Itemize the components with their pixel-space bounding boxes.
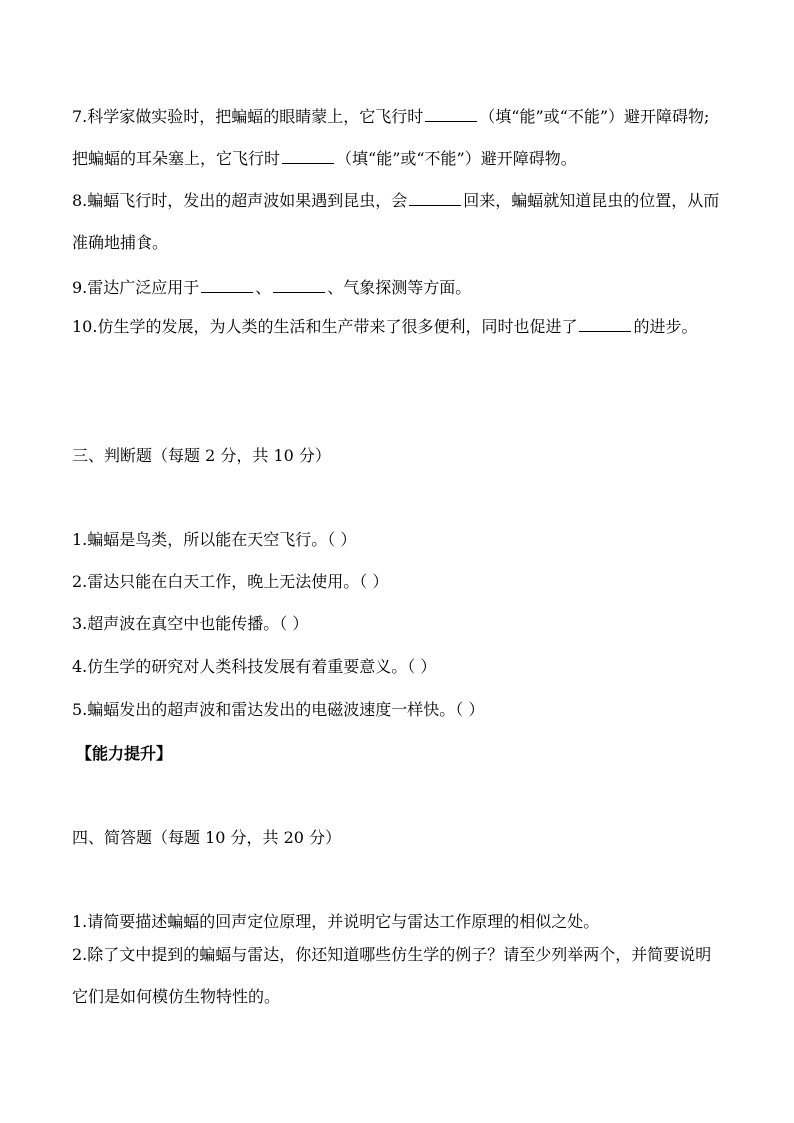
q7-blank-1[interactable] [425,107,477,122]
fill-question-10 [72,306,724,348]
fill-question-7 [72,96,724,180]
short-answer-item-2: 2.除了文中提到的蝙蝠与雷达，你还知道哪些仿生学的例子？请至少列举两个，并简要说明它们是如何模仿生物特性的。 [72,945,712,1006]
q10-blank-1[interactable] [579,317,631,332]
q9-text-1: 9.雷达广泛应用于 [72,278,200,297]
fill-question-9 [72,278,732,298]
ability-heading: 【能力提升】 [76,744,173,763]
q9-separator: 、 [255,278,272,297]
section-4-title: 四、简答题（每题 10 分，共 20 分） [72,828,342,847]
judge-item-3: 3.超声波在真空中也能传播。（ ） [72,614,309,633]
q9-blank-1[interactable] [201,278,253,293]
judge-item-2: 2.雷达只能在白天工作，晚上无法使用。（ ） [72,572,389,591]
q10-text-1: 10.仿生学的发展，为人类的生活和生产带来了很多便利，同时也促进了 [72,317,578,336]
fill-question-8 [72,180,724,264]
q7-text-3: （填“能”或“不能”）避开障碍物。 [336,149,577,168]
q10-text-2: 的进步。 [633,317,698,336]
q7-blank-2[interactable] [282,149,334,164]
q7-text-2: （填“能”或“不能”）避开障碍物; 把蝙蝠的耳朵塞上，它飞行时 [72,107,710,168]
short-answer-item-1: 1.请简要描述蝙蝠的回声定位原理，并说明它与雷达工作原理的相似之处。 [72,912,600,931]
q8-blank-1[interactable] [409,191,461,206]
q8-text-2: 回来，蝙蝠就知道昆虫的位置，从而准确地捕食。 [72,191,720,252]
q7-text-1: 7.科学家做实验时，把蝙蝠的眼睛蒙上，它飞行时 [72,107,424,126]
q8-text-1: 8.蝙蝠飞行时，发出的超声波如果遇到昆虫，会 [72,191,408,210]
q9-text-2: 、气象探测等方面。 [327,278,472,297]
judge-item-1: 1.蝙蝠是鸟类，所以能在天空飞行。（ ） [72,530,357,549]
q9-blank-2[interactable] [273,278,325,293]
judge-item-4: 4.仿生学的研究对人类科技发展有着重要意义。（ ） [72,657,437,676]
judge-item-5: 5.蝙蝠发出的超声波和雷达发出的电磁波速度一样快。（ ） [72,700,485,719]
section-3-title: 三、判断题（每题 2 分，共 10 分） [72,446,331,465]
